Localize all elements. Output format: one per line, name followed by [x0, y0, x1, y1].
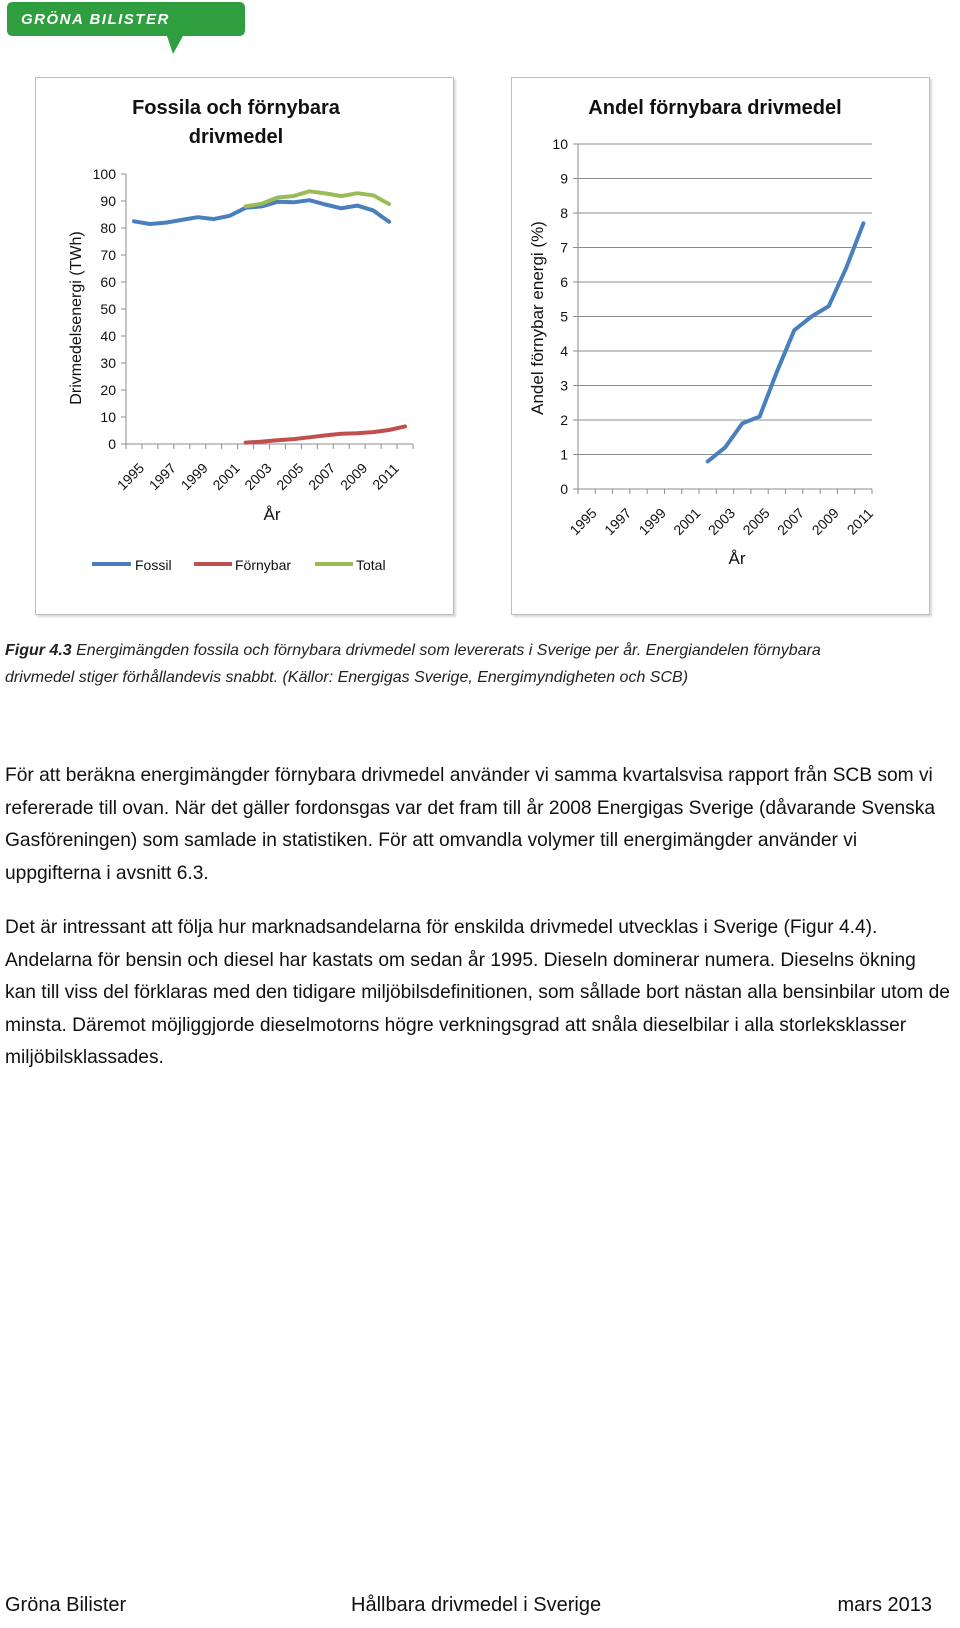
- body-paragraph: Det är intressant att följa hur marknadsandelarna för enskilda drivmedel utvecklas i Sverige (Figur 4.4). Andelarna för bensin och diesel har kastats om sedan år 1995. Dieseln dominerar numera. Dieselns ökning kan till viss del förklaras med den tidigare miljöbilsdefinitionen, som sållade bort nästan alla bensinbilar utom de minsta. Däremot möjliggjorde dieselmotorns högre verkningsgrad att snåla dieselbilar i alla storleksklasser miljöbilsklassades.: [5, 917, 950, 1068]
- series-line-andel: [708, 223, 864, 461]
- logo-text: GRÖNA BILISTER: [21, 11, 170, 28]
- y-tick-label: 60: [100, 274, 116, 290]
- caption-line2: drivmedel stiger förhållandevis snabbt. (Källor: Energigas Sverige, Energimyndigheten och SCB): [5, 669, 689, 686]
- y-tick-label: 1: [560, 446, 568, 463]
- y-tick-label: 90: [100, 193, 116, 209]
- grona-bilister-logo: [7, 2, 245, 54]
- x-axis-label: År: [728, 549, 746, 568]
- x-tick-label: 1997: [601, 504, 635, 539]
- y-tick-label: 9: [560, 170, 568, 187]
- caption-label: Figur 4.3: [5, 642, 72, 659]
- footer-document-title: Hållbara drivmedel i Sverige: [351, 1594, 602, 1616]
- x-tick-label: 2003: [241, 459, 275, 494]
- x-tick-label: 2011: [369, 460, 402, 493]
- chart-fossil-renewable-svg: [36, 78, 453, 614]
- y-tick-label: 4: [560, 343, 568, 359]
- x-axis-label: År: [263, 505, 281, 524]
- y-tick-label: 30: [100, 355, 116, 371]
- chart-title-line2: drivmedel: [188, 126, 284, 148]
- x-tick-label: 2001: [670, 504, 704, 539]
- legend-total: Total: [356, 557, 386, 573]
- y-tick-label: 0: [108, 436, 116, 452]
- x-tick-label: 2001: [209, 459, 243, 494]
- chart-fossil-renewable: [35, 77, 454, 615]
- x-tick-label: 1999: [635, 504, 669, 539]
- y-tick-label: 7: [560, 239, 568, 256]
- y-tick-label: 2: [560, 412, 568, 428]
- chart-title: Andel förnybara drivmedel: [588, 97, 842, 119]
- x-tick-label: 2005: [273, 459, 307, 494]
- x-tick-label: 2011: [843, 505, 877, 538]
- y-tick-label: 8: [560, 205, 568, 221]
- chart-renewable-share: [511, 77, 930, 615]
- series-line-förnybar: [246, 426, 405, 442]
- y-tick-label: 3: [560, 377, 568, 394]
- x-tick-label: 1999: [177, 459, 211, 494]
- y-tick-label: 10: [552, 136, 568, 152]
- legend-fossil: Fossil: [135, 557, 172, 573]
- x-tick-label: 2007: [305, 459, 339, 494]
- y-tick-label: 6: [560, 274, 568, 290]
- y-tick-label: 20: [100, 382, 116, 398]
- y-axis-label: Drivmedelsenergi (TWh): [68, 231, 85, 405]
- figure-caption: [5, 637, 925, 691]
- x-tick-label: 2005: [739, 504, 773, 539]
- body-paragraph: För att beräkna energimängder förnybara drivmedel använder vi samma kvartalsvisa rapport från SCB som vi refererade till ovan. När det gäller fordonsgas var det fram till år 2008 Energigas Sverige (dåvarande Svenska Gasföreningen) som samlade in statistiken. För att omvandla volymer till energimängder använder vi uppgifterna i avsnitt 6.3.: [5, 765, 936, 884]
- y-tick-label: 50: [100, 301, 116, 317]
- y-tick-label: 40: [100, 328, 116, 344]
- x-tick-label: 2003: [704, 504, 739, 539]
- footer-date: mars 2013: [837, 1594, 932, 1616]
- footer-organization: Gröna Bilister: [5, 1594, 127, 1616]
- x-tick-label: 1995: [113, 459, 148, 494]
- y-tick-label: 10: [100, 409, 116, 425]
- chart-title-line1: Fossila och förnybara: [132, 97, 340, 119]
- y-tick-label: 80: [100, 220, 116, 236]
- y-tick-label: 0: [560, 481, 568, 497]
- legend-fornybar: Förnybar: [235, 557, 292, 573]
- x-tick-label: 2009: [336, 459, 371, 494]
- x-tick-label: 2009: [808, 504, 842, 539]
- y-axis-label: Andel förnybar energi (%): [528, 221, 547, 415]
- y-tick-label: 70: [100, 247, 116, 263]
- y-tick-label: 5: [560, 308, 568, 325]
- x-tick-label: 2007: [773, 504, 808, 539]
- x-tick-label: 1995: [566, 504, 600, 539]
- x-tick-label: 1997: [145, 459, 179, 494]
- y-tick-label: 100: [92, 166, 116, 182]
- logo-banner: [7, 2, 245, 54]
- caption-line1: Energimängden fossila och förnybara drivmedel som levererats i Sverige per år. Energiandelen förnybara: [71, 642, 821, 659]
- chart-renewable-share-svg: [512, 78, 929, 614]
